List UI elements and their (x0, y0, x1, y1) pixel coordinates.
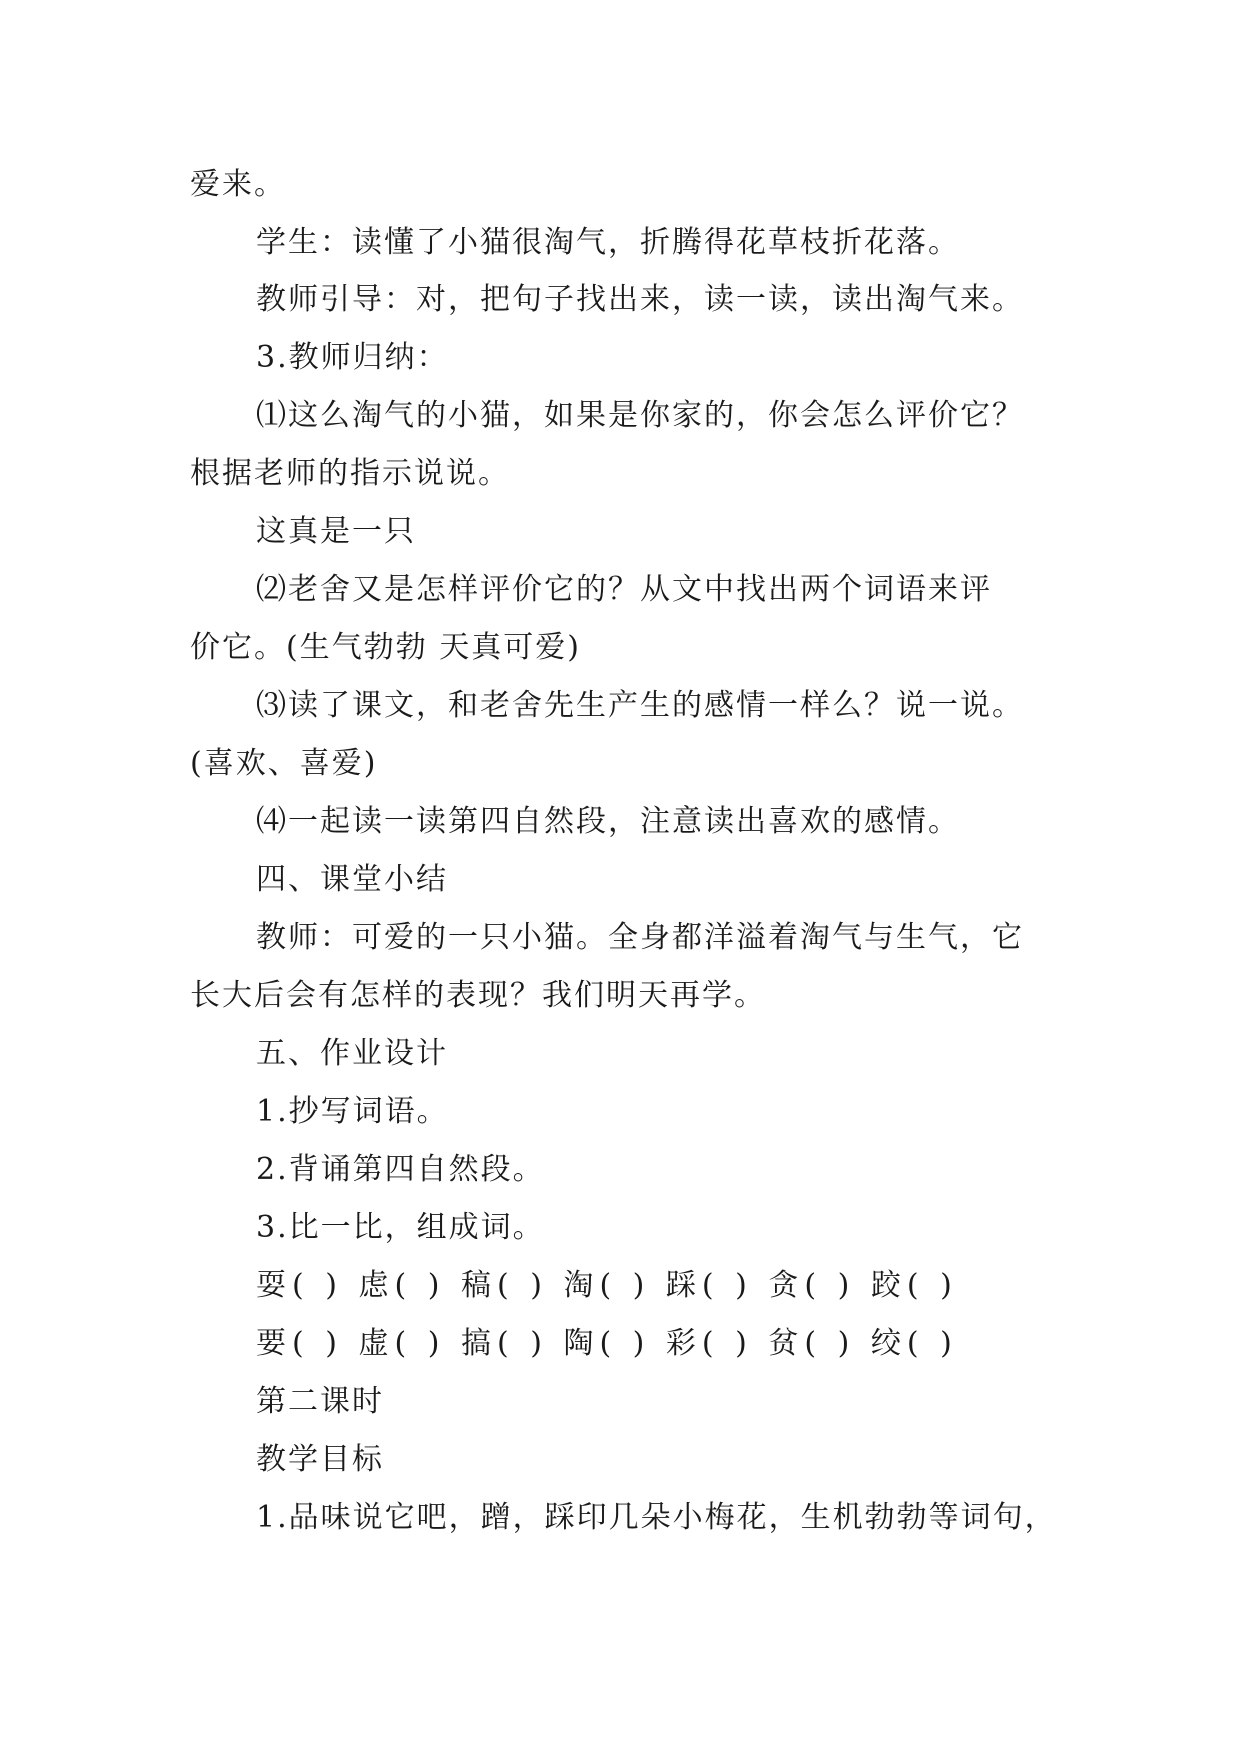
word-exercise-row: 要( ) 虚( ) 搞( ) 陶( ) 彩( ) 贫( ) 绞( ) (256, 1326, 958, 1361)
word-exercise-row: 耍( ) 虑( ) 稿( ) 淘( ) 踩( ) 贪( ) 跤( ) (256, 1268, 958, 1303)
list-item: 2.背诵第四自然段。 (256, 1152, 545, 1187)
text-line: 学生：读懂了小猫很淘气，折腾得花草枝折花落。 (256, 225, 960, 260)
section-heading: 四、课堂小结 (256, 862, 448, 897)
section-heading: 教学目标 (256, 1442, 384, 1477)
text-line: 价它。(生气勃勃 天真可爱) (190, 630, 581, 665)
text-line: ⑴这么淘气的小猫，如果是你家的，你会怎么评价它？ (256, 398, 1024, 433)
text-line: 长大后会有怎样的表现？我们明天再学。 (190, 978, 766, 1013)
text-line: ⑷一起读一读第四自然段，注意读出喜欢的感情。 (256, 804, 960, 839)
list-item: 1.品味说它吧，蹭，踩印几朵小梅花，生机勃勃等词句， (256, 1500, 1057, 1535)
text-line: 根据老师的指示说说。 (190, 456, 510, 491)
list-item: 1.抄写词语。 (256, 1094, 449, 1129)
text-line: ⑶读了课文，和老舍先生产生的感情一样么？说一说。 (256, 688, 1024, 723)
section-heading: 五、作业设计 (256, 1036, 448, 1071)
list-item: 3.比一比，组成词。 (256, 1210, 545, 1245)
text-line: (喜欢、喜爱) (190, 746, 378, 781)
text-line: 3.教师归纳： (256, 340, 449, 375)
text-line: 教师：可爱的一只小猫。全身都洋溢着淘气与生气，它 (256, 920, 1024, 955)
text-line: 这真是一只 (256, 514, 416, 549)
section-heading: 第二课时 (256, 1384, 384, 1419)
text-line: 教师引导：对，把句子找出来，读一读，读出淘气来。 (256, 282, 1024, 317)
text-line: ⑵老舍又是怎样评价它的？从文中找出两个词语来评 (256, 572, 992, 607)
text-line: 爱来。 (190, 167, 286, 202)
